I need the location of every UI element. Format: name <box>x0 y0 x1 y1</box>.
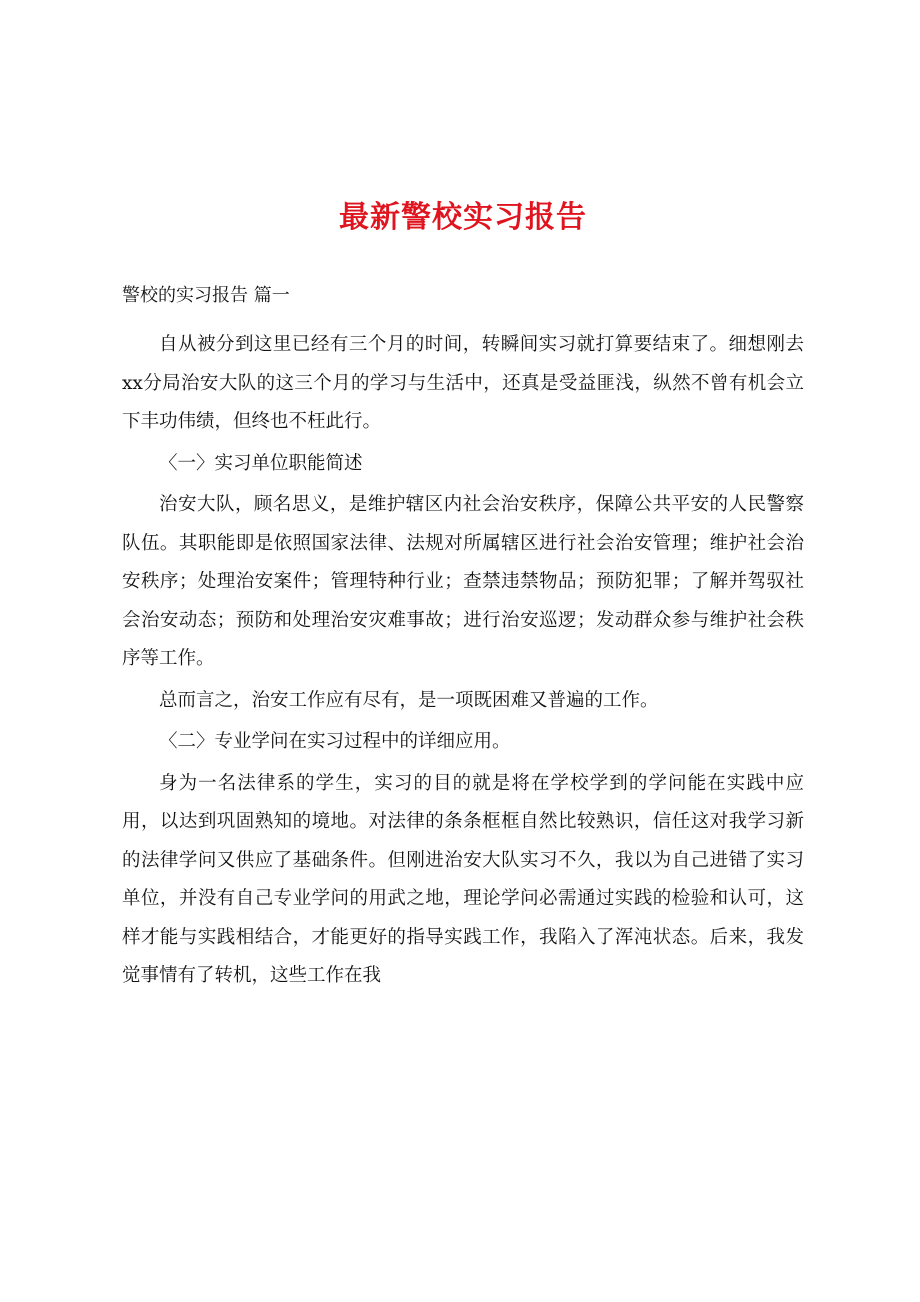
paragraph-unit-functions: 治安大队，顾名思义，是维护辖区内社会治安秩序，保障公共平安的人民警察队伍。其职能即是依照国家法律、法规对所属辖区进行社会治安管理；维护社会治安秩序；处理治安案件；管理特种行业；查禁违禁物品；预防犯罪；了解并驾驭社会治安动态；预防和处理治安灾难事故；进行治安巡逻；发动群众参与维护社会秩序等工作。 <box>122 494 804 669</box>
document-title: 最新警校实习报告 <box>339 200 587 235</box>
document-body <box>122 326 804 999</box>
subheading-unit-functions: 〈一〉实习单位职能简述 <box>159 452 363 474</box>
section-heading: 警校的实习报告 篇一 <box>122 285 290 306</box>
paragraph-intro: 自从被分到这里已经有三个月的时间，转瞬间实习就打算要结束了。细想刚去xx分局治安大队的这三个月的学习与生活中，还真是受益匪浅，纵然不曾有机会立下丰功伟绩，但终也不枉此行。 <box>122 334 804 432</box>
subheading-knowledge-application: 〈二〉专业学问在实习过程中的详细应用。 <box>159 731 511 752</box>
document-page <box>122 0 804 1302</box>
paragraph-summary: 总而言之，治安工作应有尽有，是一项既困难又普遍的工作。 <box>159 689 659 711</box>
paragraph-knowledge-application: 身为一名法律系的学生，实习的目的就是将在学校学到的学问能在实践中应用，以达到巩固熟知的境地。对法律的条条框框自然比较熟识，信任这对我学习新的法律学问又供应了基础条件。但刚进治安大队实习不久，我以为自己进错了实习单位，并没有自己专业学问的用武之地，理论学问必需通过实践的检验和认可，这样才能与实践相结合，才能更好的指导实践工作，我陷入了浑沌状态。后来，我发觉事情有了转机，这些工作在我 <box>122 772 804 986</box>
